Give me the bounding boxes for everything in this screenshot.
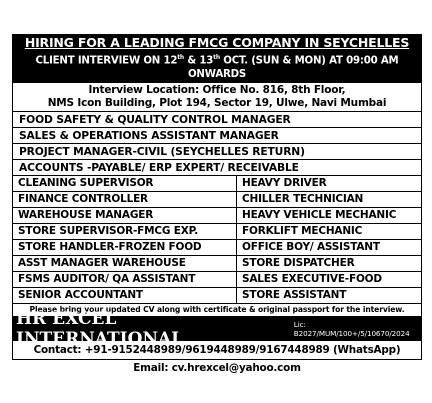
job-title: FORKLIFT MECHANIC bbox=[237, 224, 422, 240]
job-title: WAREHOUSE MANAGER bbox=[12, 208, 237, 224]
ordinal-suffix: th bbox=[213, 54, 220, 61]
job-title: STORE HANDLER-FROZEN FOOD bbox=[12, 240, 237, 256]
job-title: FOOD SAFETY & QUALITY CONTROL MANAGER bbox=[12, 112, 422, 128]
job-title: FSMS AUDITOR/ QA ASSISTANT bbox=[12, 272, 237, 288]
interview-dates bbox=[12, 51, 422, 83]
job-grid bbox=[12, 176, 422, 304]
contact-phones: Contact: +91-9152448989/9619448989/9167448989 (WhatsApp) bbox=[12, 341, 422, 360]
job-title: SALES & OPERATIONS ASSISTANT MANAGER bbox=[12, 128, 422, 144]
job-title: ACCOUNTS -PAYABLE/ ERP EXPERT/ RECEIVABLE bbox=[12, 160, 422, 176]
job-title: SENIOR ACCOUNTANT bbox=[12, 288, 237, 304]
job-title: STORE SUPERVISOR-FMCG EXP. bbox=[12, 224, 237, 240]
location-line-1: Interview Location: Office No. 816, 8th Floor, bbox=[88, 84, 346, 97]
job-title: STORE ASSISTANT bbox=[237, 288, 422, 304]
headline: HIRING FOR A LEADING FMCG COMPANY IN SEYCHELLES bbox=[24, 35, 410, 50]
job-title: CHILLER TECHNICIAN bbox=[237, 192, 422, 208]
ordinal-suffix: th bbox=[177, 54, 184, 61]
job-advertisement bbox=[12, 34, 422, 376]
interview-mid: & 13 bbox=[184, 55, 214, 67]
job-title: SALES EXECUTIVE-FOOD bbox=[237, 272, 422, 288]
job-title: OFFICE BOY/ ASSISTANT bbox=[237, 240, 422, 256]
license-number: Lic: B2027/MUM/100+/5/10670/2024 bbox=[293, 320, 410, 339]
instruction-note: Please bring your updated CV along with certificate & original passport for the interview. bbox=[12, 304, 422, 317]
job-title: CLEANING SUPERVISOR bbox=[12, 176, 237, 192]
interview-suffix: OCT. (SUN & MON) AT 09:00 AM ONWARDS bbox=[187, 55, 399, 81]
job-title: HEAVY VEHICLE MECHANIC bbox=[237, 208, 422, 224]
job-title: PROJECT MANAGER-CIVIL (SEYCHELLES RETURN) bbox=[12, 144, 422, 160]
interview-location bbox=[12, 83, 422, 112]
location-line-2: NMS Icon Building, Plot 194, Sector 19, Ulwe, Navi Mumbai bbox=[47, 97, 387, 110]
job-title: HEAVY DRIVER bbox=[237, 176, 422, 192]
header-banner bbox=[12, 34, 422, 83]
job-title: STORE DISPATCHER bbox=[237, 256, 422, 272]
company-name: HR EXCEL INTERNATIONAL bbox=[16, 309, 184, 350]
contact-email: Email: cv.hrexcel@yahoo.com bbox=[133, 362, 301, 375]
job-title: FINANCE CONTROLLER bbox=[12, 192, 237, 208]
interview-prefix: CLIENT INTERVIEW ON 12 bbox=[35, 55, 178, 67]
job-title: ASST MANAGER WAREHOUSE bbox=[12, 256, 237, 272]
